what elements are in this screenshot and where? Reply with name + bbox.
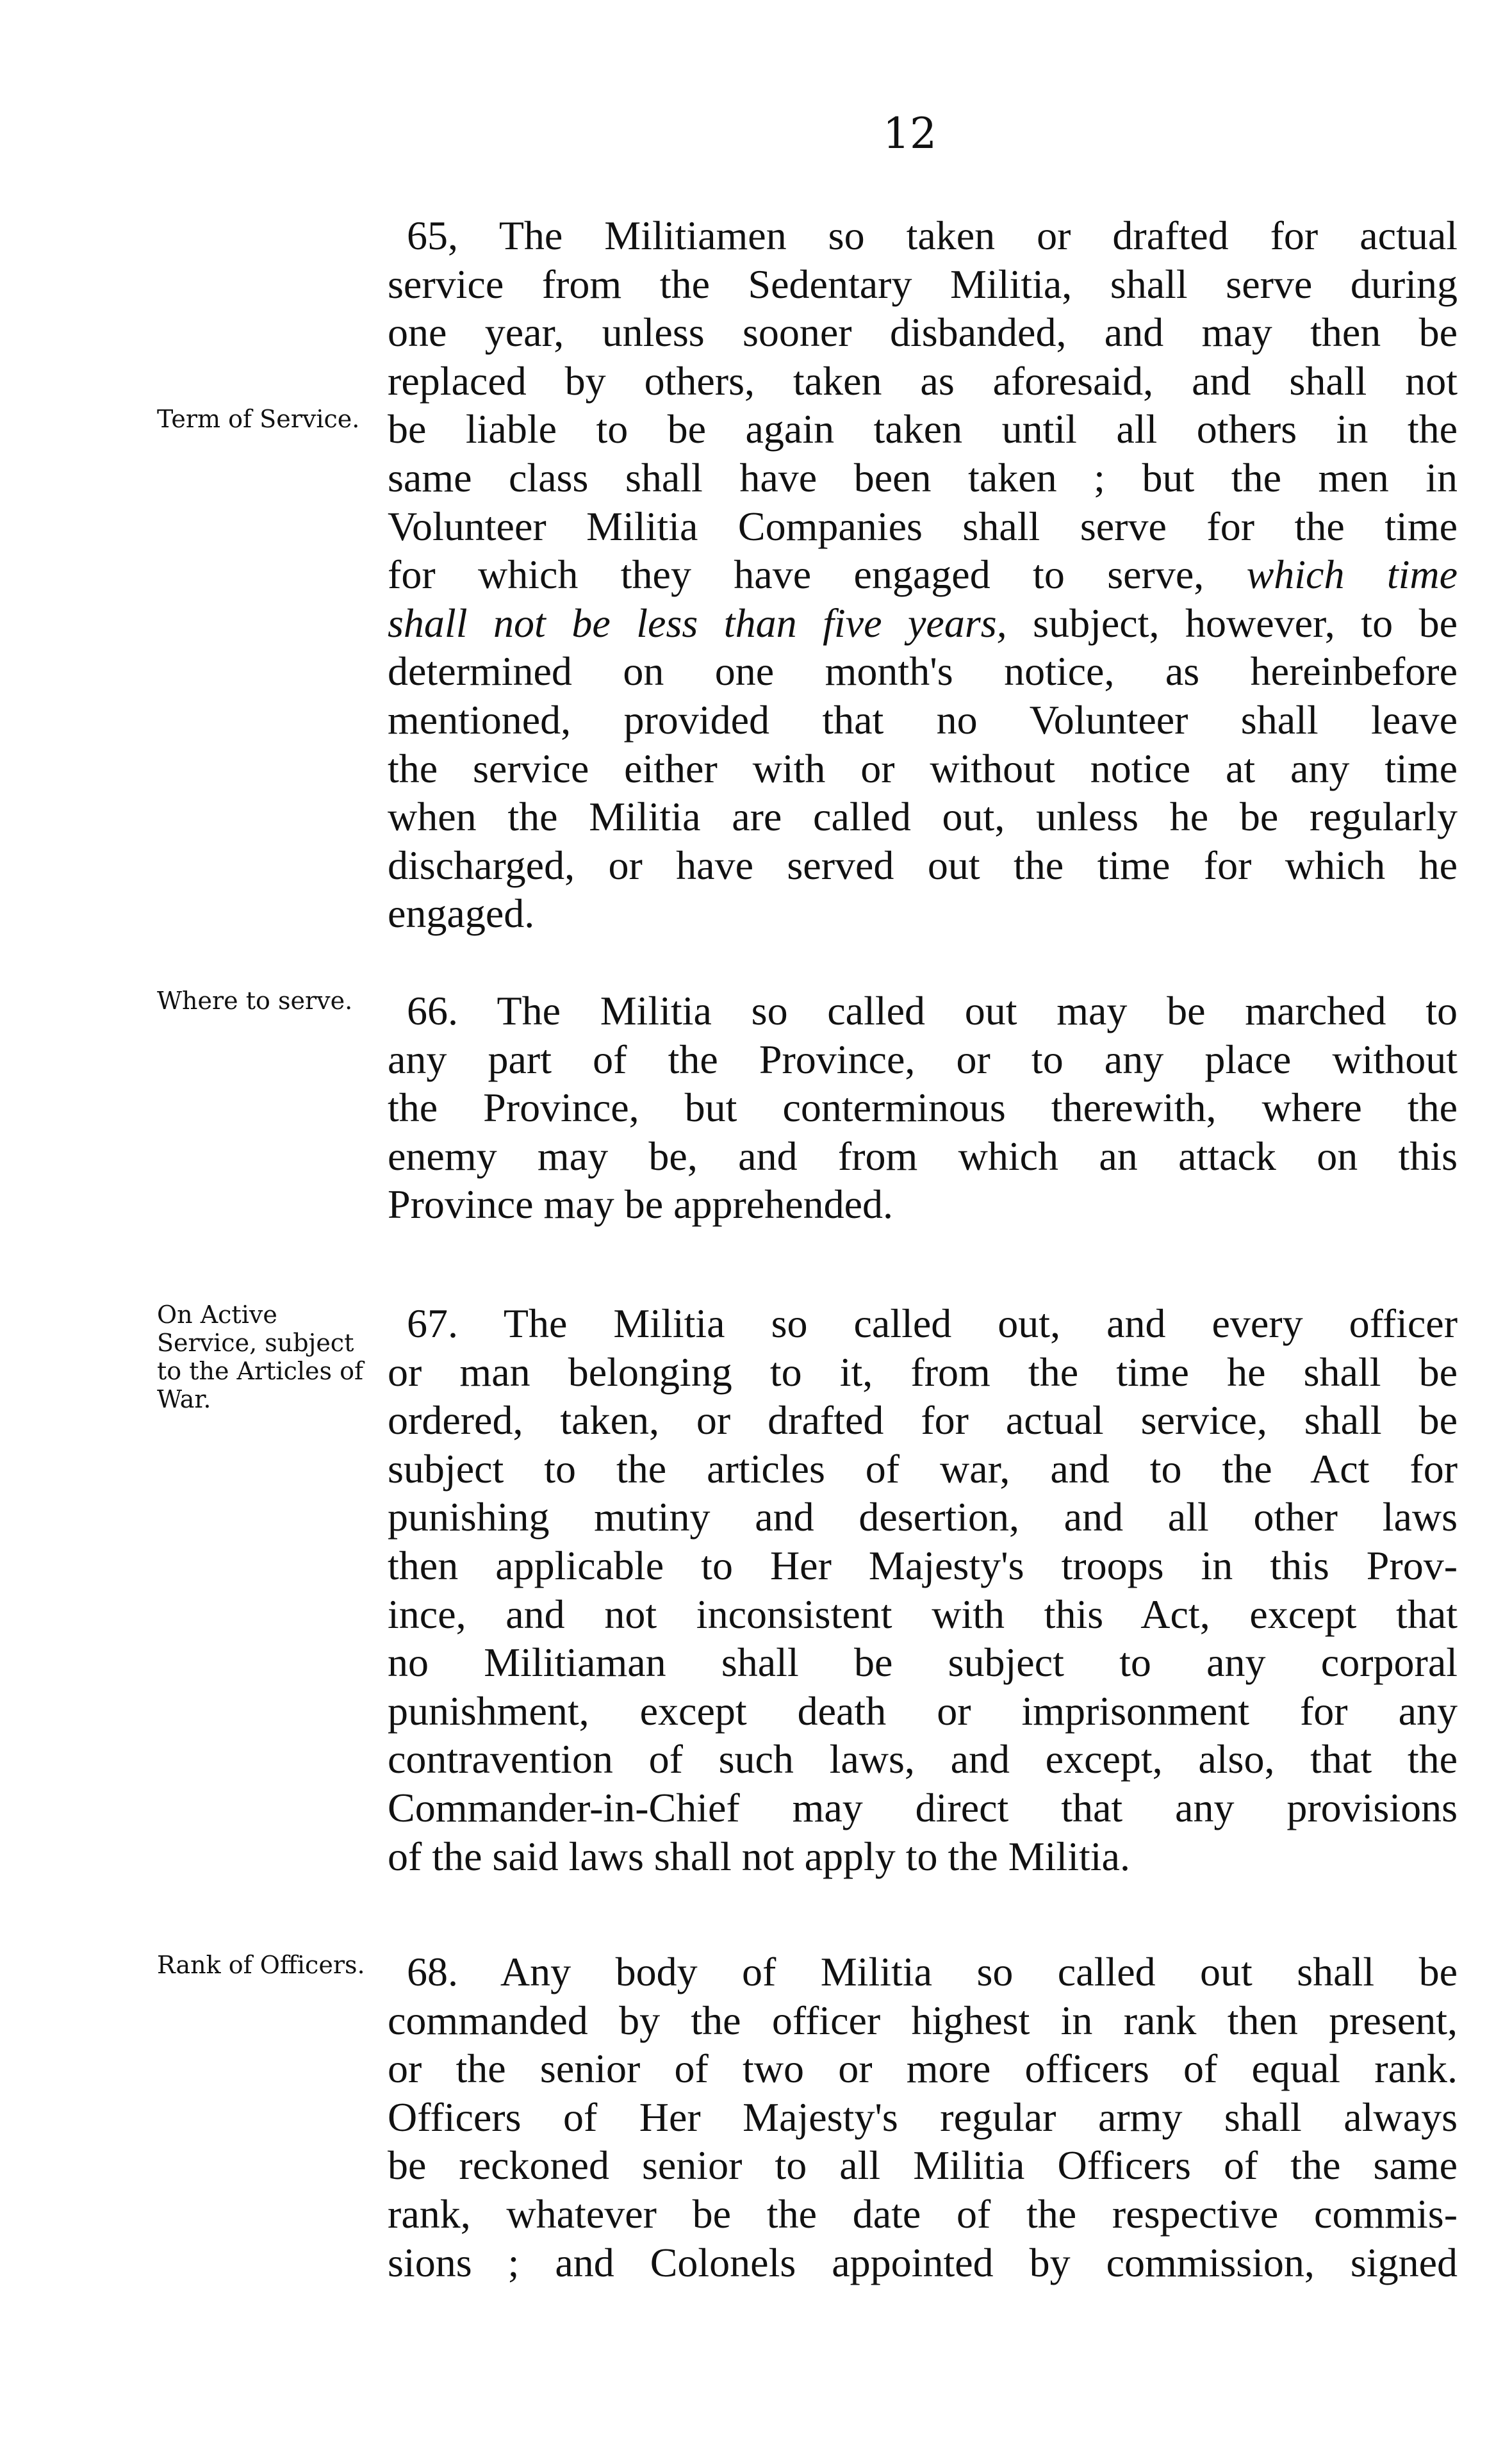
text-line: ince, and not inconsistent with this Act, except that (388, 1591, 1458, 1637)
text-line (388, 599, 1458, 648)
margin-note-rank-of-officers: Rank of Officers. (157, 1951, 365, 1979)
paragraph-66 (388, 987, 1458, 1229)
text-segment: subject, however, to be (1007, 600, 1458, 646)
text-segment: for which they have engaged to serve, (388, 552, 1204, 598)
text-line: Commander-in-Chief may direct that any provisions (388, 1784, 1458, 1830)
text-line: 67. The Militia so called out, and every officer (407, 1301, 1458, 1346)
text-line: determined on one month's notice, as hereinbefore (388, 648, 1458, 694)
text-line: rank, whatever be the date of the respective commis- (388, 2190, 1458, 2237)
text-line: ordered, taken, or drafted for actual service, shall be (388, 1397, 1458, 1443)
text-line: the service either with or without notice at any time (388, 745, 1458, 791)
text-line (388, 550, 1458, 599)
text-line: 68. Any body of Militia so called out shall be (407, 1949, 1458, 1994)
text-line: engaged. (388, 891, 535, 937)
paragraph-68 (388, 1948, 1458, 2287)
page-number: 12 (883, 109, 937, 158)
text-line: mentioned, provided that no Volunteer shall leave (388, 696, 1458, 743)
text-line: service from the Sedentary Militia, shall serve during (388, 261, 1458, 307)
text-line: or man belonging to it, from the time he shall be (388, 1349, 1458, 1395)
text-line: discharged, or have served out the time for which he (388, 842, 1458, 888)
paragraph-67 (388, 1299, 1458, 1880)
text-line: be liable to be again taken until all others in the (388, 406, 1458, 452)
text-line: Province may be apprehended. (388, 1181, 894, 1228)
italic-text: which time (1246, 552, 1458, 598)
text-line: enemy may be, and from which an attack on this (388, 1133, 1458, 1179)
margin-note-term-of-service: Term of Service. (157, 405, 360, 433)
text-line: contravention of such laws, and except, also, that the (388, 1736, 1458, 1782)
text-line: commanded by the officer highest in rank then present, (388, 1997, 1458, 2043)
text-line: punishment, except death or imprisonment for any (388, 1688, 1458, 1734)
text-line: punishing mutiny and desertion, and all other laws (388, 1494, 1458, 1540)
italic-text: shall not be less than five years, (388, 600, 1007, 646)
text-line: then applicable to Her Majesty's troops in this Prov- (388, 1542, 1458, 1588)
margin-note-on-active-service: On Active Service, subject to the Articles of War. (157, 1301, 364, 1413)
text-line: replaced by others, taken as aforesaid, and shall not (388, 357, 1458, 404)
paragraph-65 (388, 211, 1458, 938)
text-line: subject to the articles of war, and to the Act for (388, 1445, 1458, 1491)
margin-note-where-to-serve: Where to serve. (157, 987, 353, 1015)
text-line: be reckoned senior to all Militia Officers of the same (388, 2142, 1458, 2189)
text-line: or the senior of two or more officers of equal rank. (388, 2046, 1458, 2092)
text-line: one year, unless sooner disbanded, and may then be (388, 309, 1458, 356)
text-line: the Province, but conterminous therewith, where the (388, 1085, 1458, 1131)
text-line: any part of the Province, or to any place without (388, 1036, 1458, 1082)
text-line: sions ; and Colonels appointed by commission, signed (388, 2239, 1458, 2285)
text-line: 65, The Militiamen so taken or drafted for actual (407, 213, 1458, 258)
text-line: of the said laws shall not apply to the Militia. (388, 1833, 1130, 1879)
text-line: Officers of Her Majesty's regular army shall always (388, 2094, 1458, 2140)
text-line: same class shall have been taken ; but the men in (388, 454, 1458, 500)
text-line: no Militiaman shall be subject to any corporal (388, 1639, 1458, 1686)
text-line: 66. The Militia so called out may be marched to (407, 988, 1458, 1033)
text-line: when the Militia are called out, unless he be regularly (388, 794, 1458, 840)
text-line: Volunteer Militia Companies shall serve for the time (388, 503, 1458, 549)
